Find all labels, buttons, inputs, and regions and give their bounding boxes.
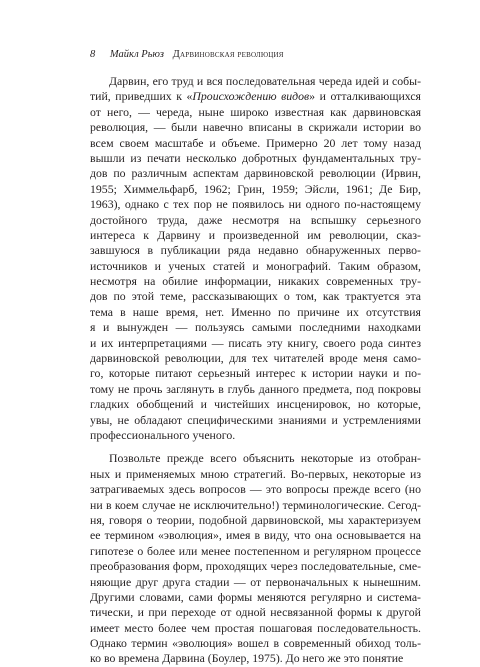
text-line: затрагиваемых здесь вопросов — это вопросы прежде всего (но [90, 482, 421, 497]
page-number: 8 [90, 49, 96, 60]
text-line: няющие друг друга стадии — от первоначальных к нынешним. [90, 574, 421, 589]
text-line: тема в наше время, нет. Именно по причине их отсутствия [90, 304, 421, 319]
text-line: профессионального ученого. [90, 427, 236, 442]
text-line: дов по этой теме, рассказывающих о том, как трактуется эта [90, 289, 421, 304]
text-line: го, которые питают серьезный интерес к истории науки и по- [90, 366, 421, 381]
text-line: 1963), однако с тех пор не появилось ни одного по-настоящему [90, 197, 421, 212]
text-line: революция, — были навечно вписаны в скрижали истории во [90, 120, 421, 135]
text-line: 1955; Химмельфарб, 1962; Грин, 1959; Эйсли, 1961; Де Бир, [90, 181, 421, 196]
text-line: вышли из печати несколько добротных фундаментальных тру- [90, 150, 421, 165]
text-line: интереса к Дарвину и произведенной им революции, сказ- [90, 227, 421, 242]
paragraph [90, 74, 421, 443]
text-line: Дарвин, его труд и вся последовательная череда идей и собы- [109, 74, 421, 88]
text-line: гипотезе о более или менее постепенном и регулярном процессе [90, 543, 421, 558]
text-line: дов по различным аспектам дарвиновской революции (Ирвин, [90, 166, 421, 181]
text-line: гладких обобщений и чистейших инсценировок, но которые, [90, 397, 421, 412]
text-line: тому не прочь заглянуть в глубь данного предмета, под покровы [90, 381, 421, 396]
text-line: ных и применяемых мною стратегий. Во-первых, некоторые из [90, 466, 421, 481]
text-line: тий, приведших к «Происхождению видов» и отталкивающихся [90, 89, 421, 104]
body-text [90, 74, 421, 667]
text-line: тически, и при переходе от одной несвязанной формы к другой [90, 605, 421, 620]
text-line: от него, — череда, ныне широко известная как дарвиновская [90, 104, 421, 119]
text-line: преобразования форм, проходящих через последовательные, сме- [90, 559, 421, 574]
text-line: ее термином «эволюция», имея в виду, что она основывается на [90, 528, 421, 543]
text-line: Другими словами, сами формы меняются регулярно и система- [90, 589, 421, 604]
text-line: источников и ученых статей и монографий. Таким образом, [90, 258, 421, 273]
running-head-title: Дарвиновская революция [172, 49, 284, 60]
paragraph [90, 451, 421, 666]
text-line: и их интерпретациями — писать эту книгу, своего рода синтез [90, 335, 421, 350]
running-head-author: Майкл Рьюз [109, 49, 164, 60]
text-line: увы, не обладают специфическими знаниями и устремлениями [90, 412, 421, 427]
running-head [90, 49, 420, 61]
text-line: несмотря на обилие информации, никаких современных тру- [90, 274, 421, 289]
text-line: ня, говоря о теории, подобной дарвиновской, мы характеризуем [90, 512, 421, 527]
text-line: дарвиновской революции, для тех читателей вроде меня само- [90, 351, 421, 366]
italic-book-title: Происхождению видов [192, 89, 310, 104]
text-line: я и вынужден — пользуясь самыми последними находками [90, 320, 421, 335]
text-line: достойного труда, даже несмотря на вспышку серьезного [90, 212, 421, 227]
text-line: Однако термин «эволюция» вошел в современный обиход толь- [90, 636, 421, 651]
text-line: Позвольте прежде всего объяснить некоторые из отобран- [109, 451, 421, 466]
text-line: ко во времена Дарвина (Боулер, 1975). До него же это понятие [90, 651, 404, 666]
text-line: ни в коем случае не исключительно!) терминологические. Сегод- [90, 497, 421, 512]
text-line: завшуюся в публикации ряда недавно обнаруженных перво- [90, 243, 421, 258]
text-line: имеет место более чем простая пошаговая последовательность. [90, 620, 421, 635]
text-line: всем своем масштабе и объеме. Примерно 20 лет тому назад [90, 135, 421, 150]
